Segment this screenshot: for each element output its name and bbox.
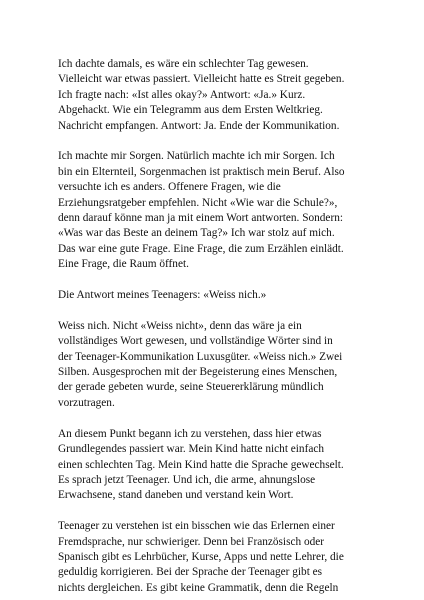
paragraph: Weiss nich. Nicht «Weiss nicht», denn das wäre ja ein vollständiges Wort gewesen, und vollständige Wörter sind in der Teenager-Kommunikation Luxusgüter. «Weiss nich.» Zwei Silben. Ausgesprochen mit der Begeisterung eines Menschen, der gerade gebeten wurde, seine Steuererklärung mündlich vorzutragen. xyxy=(58,319,343,409)
paragraph: Teenager zu verstehen ist ein bisschen wie das Erlernen einer Fremdsprache, nur schwieriger. Denn bei Französisch oder Spanisch gibt es Lehrbücher, Kurse, Apps und nette Lehrer, die geduldig korrigieren. Bei der Sprache der Teenager gibt es nichts dergleichen. Es gibt keine Grammatik, denn die Regeln xyxy=(58,520,344,594)
paragraph: An diesem Punkt begann ich zu verstehen, dass hier etwas Grundlegendes passiert war. Mein Kind hatte nicht einfach einen schlechten Tag. Mein Kind hatte die Sprache gewechselt. Es sprach jetzt Teenager. Und ich, die arme, ahnungslose Erwachsene, stand daneben und verstand kein Wort. xyxy=(58,427,344,502)
paragraph: Die Antwort meines Teenagers: «Weiss nich.» xyxy=(58,289,267,302)
paragraph: Ich dachte damals, es wäre ein schlechter Tag gewesen. Vielleicht war etwas passiert. Vielleicht hatte es Streit gegeben. Ich fragte nach: «Ist alles okay?» Antwort: «Ja.» Kurz. Abgehackt. Wie ein Telegramm aus dem Ersten Weltkrieg. Nachricht empfangen. Antwort: Ja. Ende der Kommunikation. xyxy=(58,58,345,132)
paragraph: Ich machte mir Sorgen. Natürlich machte ich mir Sorgen. Ich bin ein Elternteil, Sorgenmachen ist praktisch mein Beruf. Also versuchte ich es anders. Offenere Fragen, wie die Erziehungsratgeber empfehlen. Nicht «Wie war die Schule?», denn darauf könne man ja mit einem Wort antworten. Sondern: «Was war das Beste an deinem Tag?» Ich war stolz auf mich. Das war eine gute Frage. Eine Frage, die zum Erzählen einlädt. Eine Frage, die Raum öffnet. xyxy=(58,150,345,271)
body-text xyxy=(58,57,372,596)
